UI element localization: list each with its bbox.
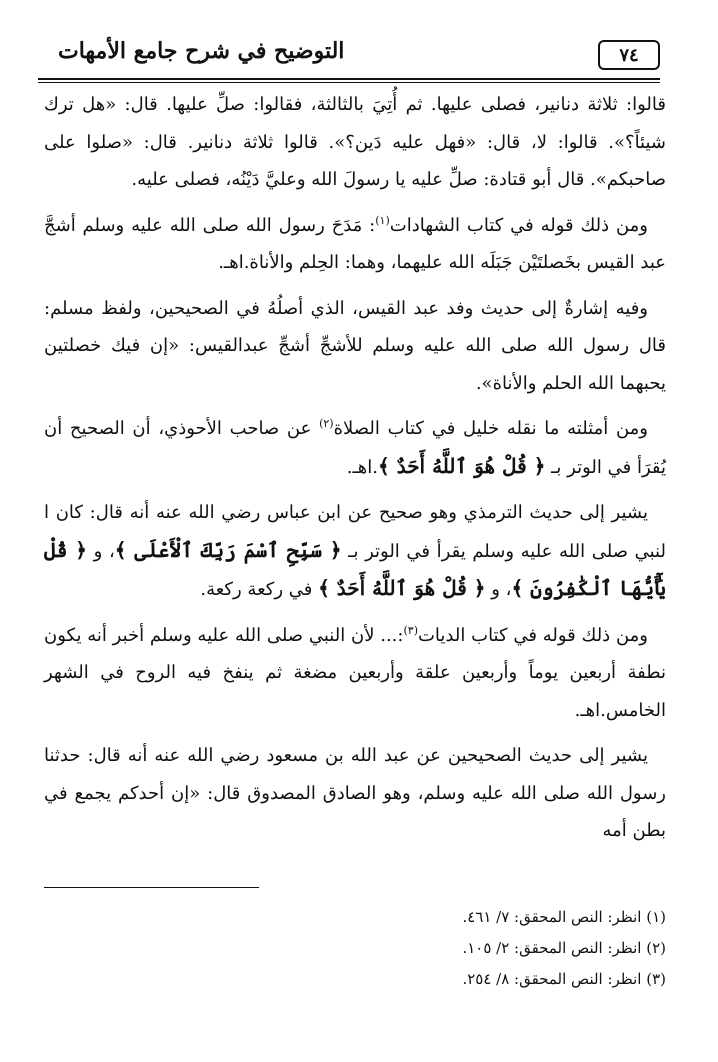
paragraph-text: : مَدَحَ رسول الله صلى الله عليه وسلم أشجَّ عبد القيس بخَصلتَيْن جَبَلَه الله عليهما، وهما: الحِلم والأناة.اهـ.	[44, 214, 666, 273]
footnote-reference: (١)	[375, 213, 390, 227]
paragraph	[44, 290, 666, 403]
paragraph-text: يشير إلى حديث الترمذي وهو صحيح عن ابن عباس رضي الله عنه أنه قال: كان ا لنبي صلى الله عليه وسلم يقرأ في الوتر بـ	[44, 502, 666, 562]
paragraph-text: وفيه إشارةٌ إلى حديث وفد عبد القيس، الذي أصلُهُ في الصحيحين، ولفظ مسلم: قال رسول الله صلى الله عليه وسلم للأشجِّ أشجِّ عبدالقيس: «إن فيك خصلتين يحبهما الله الحلم والأناة».	[44, 297, 666, 394]
page-number-box	[598, 40, 660, 70]
body-text	[44, 86, 666, 858]
paragraph-text: قالوا: ثلاثة دنانير، فصلى عليها. ثم أُتِيَ بالثالثة، فقالوا: صلِّ عليها. قال: «هل ترك شيئاً؟». قالوا: لا، قال: «فهل عليه دَين؟». قالوا ثلاثة دنانير. قال: «صلوا على صاحبكم». قال أبو قتادة: صلِّ عليه يا رسولَ الله وعليَّ دَيْنُه، فصلى عليه.	[44, 94, 666, 190]
footnote-reference: (٣)	[403, 623, 418, 637]
footnote-reference: (٢)	[319, 417, 334, 430]
quran-verse: ﴿ قُلْ يَٰٓأَيُّهَا ٱلْكَٰفِرُونَ ﴾	[44, 537, 666, 600]
header-rule-thin	[38, 82, 660, 83]
paragraph-text: في ركعة ركعة.	[200, 579, 319, 600]
paragraph-text: ومن ذلك قوله في كتاب الشهادات	[389, 214, 648, 236]
page-number: ٧٤	[619, 44, 639, 66]
page-header	[38, 34, 660, 76]
paragraph	[44, 207, 666, 282]
paragraph-text: يشير إلى حديث الصحيحين عن عبد الله بن مسعود رضي الله عنه أنه قال: حدثنا رسول الله صلى الله عليه وسلم، وهو الصادق المصدوق قال: «إن أحدكم يجمع في بطن أمه	[44, 745, 666, 841]
footnote-line: (١) انظر: النص المحقق: ٧/ ٤٦١.	[462, 908, 666, 926]
footnote-line: (٣) انظر: النص المحقق: ٨/ ٢٥٤.	[462, 970, 666, 988]
paragraph-text: .اهـ.	[346, 456, 379, 478]
footnote-separator	[44, 887, 259, 888]
paragraph	[44, 86, 666, 199]
paragraph-text: ومن ذلك قوله في كتاب الديات	[417, 624, 648, 646]
paragraph	[44, 494, 666, 609]
paragraph-text: :... لأن النبي صلى الله عليه وسلم أخبر أنه يكون نطفة أربعين يوماً وأربعين علقة وأربعين مضغة ثم ينفخ فيه الروح في الشهر الخامس.اهـ.	[44, 624, 666, 721]
quran-verse: ﴿ قُلْ هُوَ ٱللَّهُ أَحَدٌ ﴾	[378, 453, 546, 478]
quran-verse: ﴿ سَبِّحِ ٱسْمَ رَبِّكَ ٱلْأَعْلَى ﴾	[114, 537, 342, 562]
paragraph	[44, 410, 666, 486]
footnote-line: (٢) انظر: النص المحقق: ٢/ ١٠٥.	[462, 939, 666, 957]
paragraph-text: ومن أمثلته ما نقله خليل في كتاب الصلاة	[333, 418, 648, 439]
book-title: التوضيح في شرح جامع الأمهات	[58, 38, 345, 64]
paragraph-text: عن صاحب الأحوذي، أن الصحيح أن يُقرَأ في الوتر بـ	[44, 418, 666, 478]
footnotes	[44, 902, 666, 995]
paragraph	[44, 737, 666, 850]
paragraph-text: ، و	[87, 540, 115, 562]
header-rule	[38, 78, 660, 80]
paragraph	[44, 617, 666, 730]
paragraph-text: ، و	[485, 579, 512, 600]
quran-verse: ﴿ قُلْ هُوَ ٱللَّهُ أَحَدٌ ﴾	[318, 576, 486, 600]
